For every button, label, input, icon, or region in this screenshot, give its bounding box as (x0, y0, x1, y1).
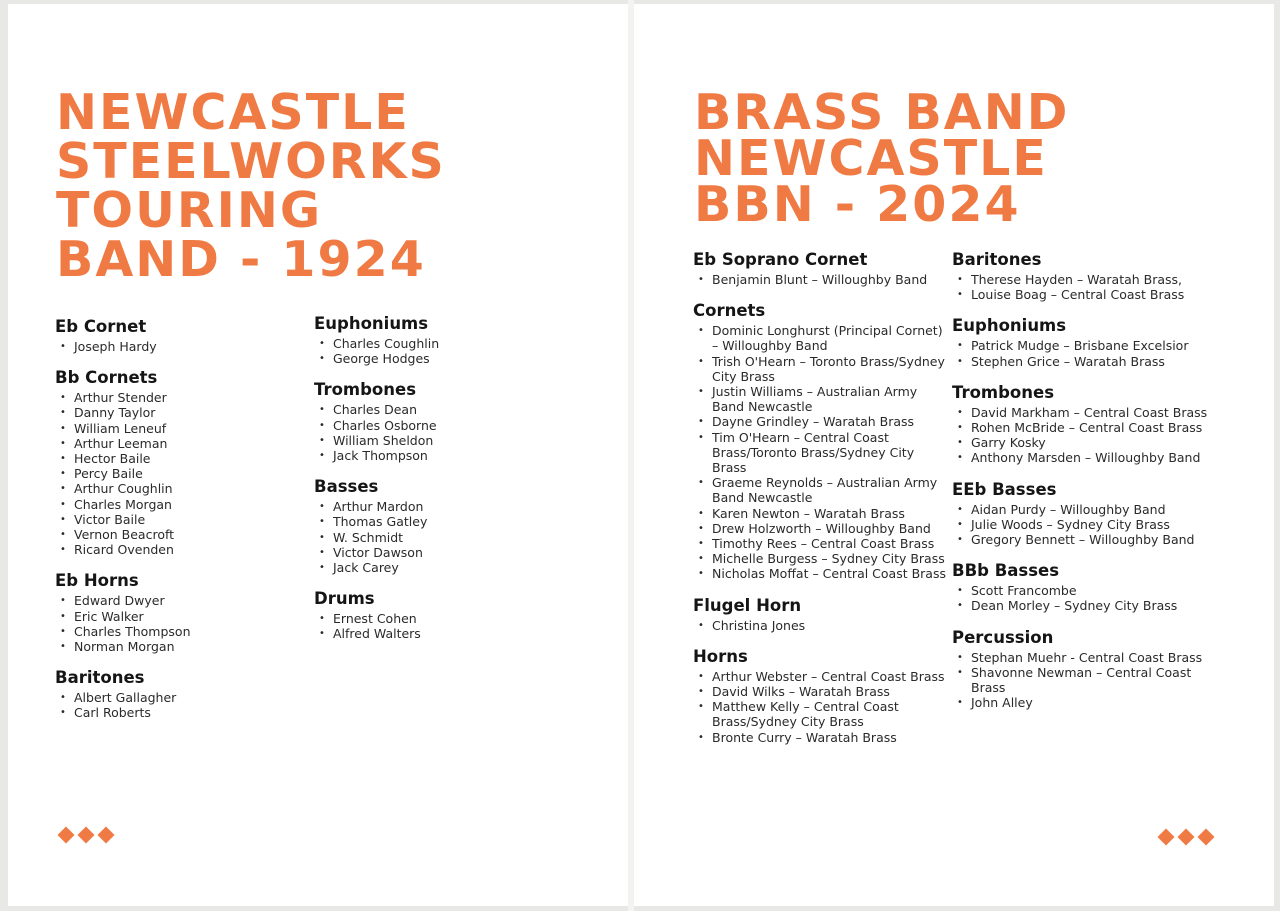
section-baritones (55, 667, 295, 720)
member-item: • Ernest Cohen (314, 611, 554, 626)
section-trombones (314, 379, 554, 463)
member-item: • Therese Hayden – Waratah Brass, (952, 272, 1212, 287)
member-item: • Dayne Grindley – Waratah Brass (693, 414, 948, 429)
member-item: • Arthur Stender (55, 390, 295, 405)
member-list (952, 338, 1212, 368)
member-item: • Edward Dwyer (55, 593, 295, 608)
member-item: • Tim O'Hearn – Central Coast Brass/Toronto Brass/Sydney City Brass (693, 430, 948, 476)
member-item: • Drew Holzworth – Willoughby Band (693, 521, 948, 536)
member-list (952, 502, 1212, 548)
member-item: • Arthur Coughlin (55, 481, 295, 496)
member-list (314, 402, 554, 463)
section-heading: Euphoniums (952, 316, 1067, 336)
diamond-icon (1178, 829, 1195, 846)
section-heading: Horns (693, 646, 748, 666)
member-item: • Shavonne Newman – Central Coast Brass (952, 665, 1212, 695)
section-heading: Drums (314, 589, 375, 609)
member-item: • Victor Baile (55, 512, 295, 527)
member-list (952, 272, 1212, 302)
section-percussion (952, 627, 1212, 711)
section-heading: Percussion (952, 627, 1054, 647)
member-list (952, 650, 1212, 711)
member-item: • William Sheldon (314, 433, 554, 448)
member-item: • Eric Walker (55, 609, 295, 624)
member-list (314, 336, 554, 366)
section-flugel-horn (693, 595, 948, 633)
member-item: • Joseph Hardy (55, 339, 295, 354)
member-list (55, 690, 295, 720)
section-heading: BBb Basses (952, 561, 1060, 581)
section-bbb-basses (952, 560, 1212, 613)
section-bb-cornets (55, 367, 295, 557)
right-column-2 (952, 249, 1212, 723)
section-cornets (693, 300, 948, 581)
member-list (55, 339, 295, 354)
member-item: • Jack Carey (314, 560, 554, 575)
diamond-icon (58, 827, 75, 844)
member-item: • David Wilks – Waratah Brass (693, 684, 948, 699)
member-item: • W. Schmidt (314, 530, 554, 545)
member-item: • Aidan Purdy – Willoughby Band (952, 502, 1212, 517)
section-eb-soprano-cornet (693, 249, 948, 287)
left-column-2 (314, 313, 554, 655)
section-eb-cornet (55, 316, 295, 354)
member-item: • Trish O'Hearn – Toronto Brass/Sydney City Brass (693, 354, 948, 384)
left-page-title (56, 84, 446, 288)
section-eb-horns (55, 570, 295, 654)
section-heading: Euphoniums (314, 314, 429, 333)
right-page (634, 4, 1274, 906)
member-item: • Charles Thompson (55, 624, 295, 639)
member-item: • Michelle Burgess – Sydney City Brass (693, 551, 948, 566)
member-list (55, 593, 295, 654)
section-heading: Flugel Horn (693, 595, 802, 615)
diamond-icon (1198, 829, 1215, 846)
member-item: • Garry Kosky (952, 435, 1212, 450)
member-item: • Norman Morgan (55, 639, 295, 654)
member-item: • Benjamin Blunt – Willoughby Band (693, 272, 948, 287)
right-page-title (694, 84, 1070, 233)
member-item: • Julie Woods – Sydney City Brass (952, 517, 1212, 532)
member-list (952, 405, 1212, 466)
member-item: • Louise Boag – Central Coast Brass (952, 287, 1212, 302)
section-heading: EEb Basses (952, 479, 1057, 499)
section-heading: Basses (314, 477, 379, 497)
diamond-icon (1158, 829, 1175, 846)
member-item: • Vernon Beacroft (55, 527, 295, 542)
member-item: • Arthur Mardon (314, 499, 554, 514)
member-item: • Charles Coughlin (314, 336, 554, 351)
member-list (693, 669, 948, 745)
title-line: BAND - 1924 (56, 231, 426, 288)
title-line: NEWCASTLE (694, 130, 1048, 187)
member-item: • Stephen Grice – Waratah Brass (952, 354, 1212, 369)
member-item: • Arthur Webster – Central Coast Brass (693, 669, 948, 684)
section-trombones (952, 382, 1212, 466)
member-item: • Victor Dawson (314, 545, 554, 560)
title-line: BBN - 2024 (694, 176, 1021, 233)
member-item: • Bronte Curry – Waratah Brass (693, 730, 948, 745)
member-item: • Alfred Walters (314, 626, 554, 641)
member-item: • Patrick Mudge – Brisbane Excelsior (952, 338, 1212, 353)
section-eeb-basses (952, 479, 1212, 548)
member-item: • Dean Morley – Sydney City Brass (952, 598, 1212, 613)
title-line: STEELWORKS (56, 133, 446, 190)
member-item: • Dominic Longhurst (Principal Cornet) – Willoughby Band (693, 323, 948, 353)
member-item: • Albert Gallagher (55, 690, 295, 705)
section-baritones (952, 249, 1212, 302)
member-item: • John Alley (952, 695, 1212, 710)
member-item: • Percy Baile (55, 466, 295, 481)
section-basses (314, 476, 554, 575)
section-heading: Eb Cornet (55, 317, 147, 336)
left-page (8, 4, 628, 906)
section-heading: Trombones (952, 382, 1055, 402)
diamond-icon (98, 827, 115, 844)
member-item: • Thomas Gatley (314, 514, 554, 529)
member-item: • Arthur Leeman (55, 436, 295, 451)
member-item: • Gregory Bennett – Willoughby Band (952, 532, 1212, 547)
section-euphoniums (952, 315, 1212, 368)
member-item: • William Leneuf (55, 421, 295, 436)
section-euphoniums (314, 313, 554, 366)
member-item: • Charles Dean (314, 402, 554, 417)
section-heading: Baritones (55, 668, 145, 688)
member-item: • Jack Thompson (314, 448, 554, 463)
member-item: • Christina Jones (693, 618, 948, 633)
member-list (693, 272, 948, 287)
diamond-ornament (58, 829, 114, 841)
member-item: • Hector Baile (55, 451, 295, 466)
member-item: • Graeme Reynolds – Australian Army Band Newcastle (693, 475, 948, 505)
member-list (314, 499, 554, 575)
section-heading: Eb Horns (55, 571, 139, 591)
member-item: • Scott Francombe (952, 583, 1212, 598)
member-list (55, 390, 295, 557)
section-heading: Trombones (314, 380, 417, 400)
member-item: • Timothy Rees – Central Coast Brass (693, 536, 948, 551)
member-item: • Anthony Marsden – Willoughby Band (952, 450, 1212, 465)
diamond-ornament (1158, 831, 1214, 843)
title-line: TOURING (56, 182, 323, 239)
member-list (314, 611, 554, 641)
member-list (693, 618, 948, 633)
member-item: • Justin Williams – Australian Army Band Newcastle (693, 384, 948, 414)
right-column-1 (693, 249, 948, 758)
member-item: • Charles Morgan (55, 497, 295, 512)
member-item: • Charles Osborne (314, 418, 554, 433)
member-item: • Matthew Kelly – Central Coast Brass/Sydney City Brass (693, 699, 948, 729)
member-item: • Karen Newton – Waratah Brass (693, 506, 948, 521)
section-drums (314, 588, 554, 641)
member-list (693, 323, 948, 581)
member-item: • Danny Taylor (55, 405, 295, 420)
member-item: • George Hodges (314, 351, 554, 366)
member-item: • Rohen McBride – Central Coast Brass (952, 420, 1212, 435)
member-item: • Carl Roberts (55, 705, 295, 720)
member-list (952, 583, 1212, 613)
section-horns (693, 646, 948, 745)
section-heading: Bb Cornets (55, 368, 158, 388)
title-line: BRASS BAND (694, 84, 1070, 141)
member-item: • Nicholas Moffat – Central Coast Brass (693, 566, 948, 581)
left-column-1 (55, 316, 295, 734)
title-line: NEWCASTLE (56, 84, 410, 141)
section-heading: Baritones (952, 250, 1042, 269)
diamond-icon (78, 827, 95, 844)
member-item: • David Markham – Central Coast Brass (952, 405, 1212, 420)
section-heading: Eb Soprano Cornet (693, 250, 868, 269)
section-heading: Cornets (693, 301, 766, 321)
member-item: • Stephan Muehr - Central Coast Brass (952, 650, 1212, 665)
member-item: • Ricard Ovenden (55, 542, 295, 557)
